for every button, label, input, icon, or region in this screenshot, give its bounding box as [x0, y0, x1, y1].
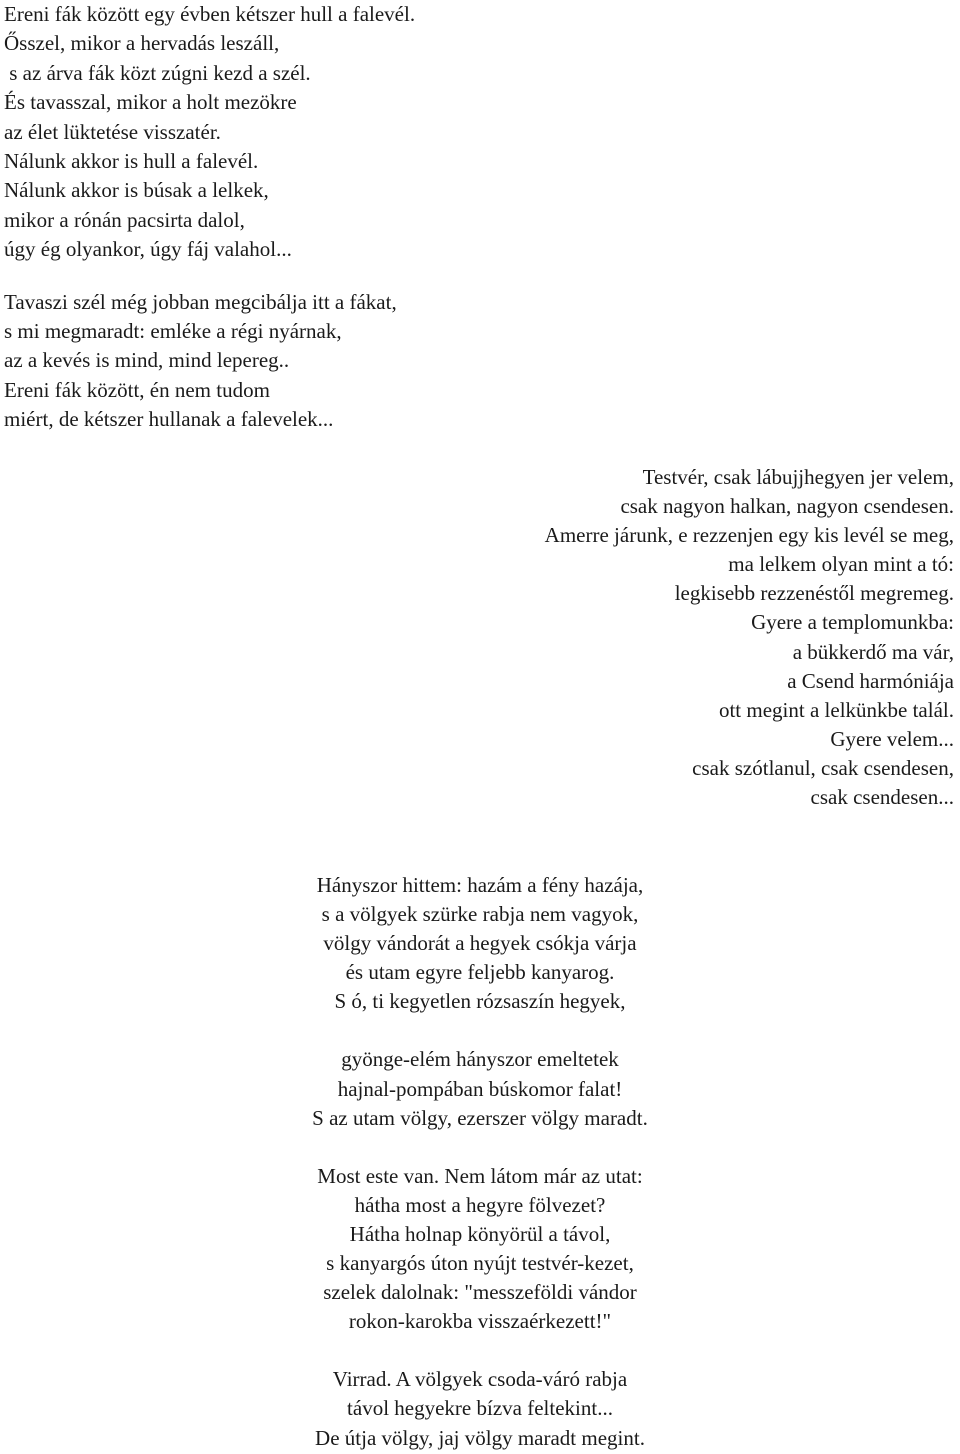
- stanza-gap: [0, 1133, 960, 1162]
- poem-line: Gyere velem...: [830, 726, 954, 751]
- poem-line: Ereni fák között egy évben kétszer hull a falevél.: [4, 2, 416, 26]
- poem-line: Nálunk akkor is hull a falevél.: [4, 149, 259, 174]
- poem-line: ma lelkem olyan mint a tó:: [728, 552, 954, 577]
- stanza-gap: [0, 1336, 960, 1365]
- poem-line: És tavasszal, mikor a holt mezökre: [4, 90, 297, 115]
- poem-line: a Csend harmóniája: [787, 668, 954, 693]
- poem-testver: [545, 463, 954, 812]
- poem-line: ott megint a lelkünkbe talál.: [718, 697, 954, 722]
- poem-line: csak szótlanul, csak csendesen,: [692, 755, 954, 780]
- poem-line: csak csendesen...: [810, 785, 954, 810]
- poem-line: s mi megmaradt: emléke a régi nyárnak,: [4, 319, 342, 344]
- poem-line: Most este van. Nem látom már az utat:: [317, 1163, 643, 1188]
- poem-line: legkisebb rezzenéstől megremeg.: [674, 581, 954, 606]
- poem-line: Hátha holnap könyörül a távol,: [349, 1221, 611, 1246]
- poem-line: S az utam völgy, ezerszer völgy maradt.: [312, 1105, 648, 1130]
- poem-line: hajnal-pompában búskomor falat!: [337, 1076, 623, 1101]
- poem-line: szelek dalolnak: "messzeföldi vándor: [323, 1280, 637, 1305]
- poem-line: Hányszor hittem: hazám a fény hazája,: [316, 873, 644, 897]
- poem-line: s kanyargós úton nyújt testvér-kezet,: [326, 1251, 634, 1276]
- poem-line: távol hegyekre bízva feltekint...: [347, 1396, 613, 1421]
- poem-line: miért, de kétszer hullanak a falevelek...: [4, 407, 334, 432]
- poem-line: s a völgyek szürke rabja nem vagyok,: [321, 902, 639, 927]
- poem-line: csak nagyon halkan, nagyon csendesen.: [620, 494, 954, 519]
- poem-line: s az árva fák közt zúgni kezd a szél.: [4, 60, 311, 85]
- poem-line: a bükkerdő ma vár,: [792, 639, 954, 664]
- poem-line: az élet lüktetése visszatér.: [4, 119, 221, 144]
- poem-line: Ereni fák között, én nem tudom: [4, 377, 270, 402]
- poem-line: mikor a rónán pacsirta dalol,: [4, 207, 245, 232]
- poem-ereni-fak: [4, 0, 415, 435]
- stanza-gap: [0, 1016, 960, 1045]
- poem-line: völgy vándorát a hegyek csókja várja: [323, 931, 637, 956]
- poem-line: Gyere a templomunkba:: [751, 610, 954, 635]
- poem-line: Virrad. A völgyek csoda-váró rabja: [332, 1367, 628, 1392]
- poem-line: gyönge-elém hányszor emeltetek: [341, 1047, 619, 1072]
- poem-line: és utam egyre feljebb kanyarog.: [345, 960, 615, 985]
- poem-line: Testvér, csak lábujjhegyen jer velem,: [642, 465, 954, 489]
- poem-hanyszor-hittem: [0, 871, 960, 1453]
- poem-line: Tavaszi szél még jobban megcibálja itt a fákat,: [4, 289, 397, 314]
- poem-line: Ősszel, mikor a hervadás leszáll,: [4, 31, 280, 56]
- stanza-gap: [4, 265, 415, 288]
- poem-line: hátha most a hegyre fölvezet?: [354, 1192, 606, 1217]
- poem-line: S ó, ti kegyetlen rózsaszín hegyek,: [334, 989, 626, 1014]
- poem-line: rokon-karokba visszaérkezett!": [348, 1309, 612, 1334]
- poem-line: De útja völgy, jaj völgy maradt megint.: [315, 1425, 645, 1450]
- poem-line: Amerre járunk, e rezzenjen egy kis levél se meg,: [544, 523, 954, 548]
- poem-line: Nálunk akkor is búsak a lelkek,: [4, 178, 269, 203]
- poem-line: úgy ég olyankor, úgy fáj valahol...: [4, 237, 292, 262]
- poem-line: az a kevés is mind, mind lepereg..: [4, 348, 290, 373]
